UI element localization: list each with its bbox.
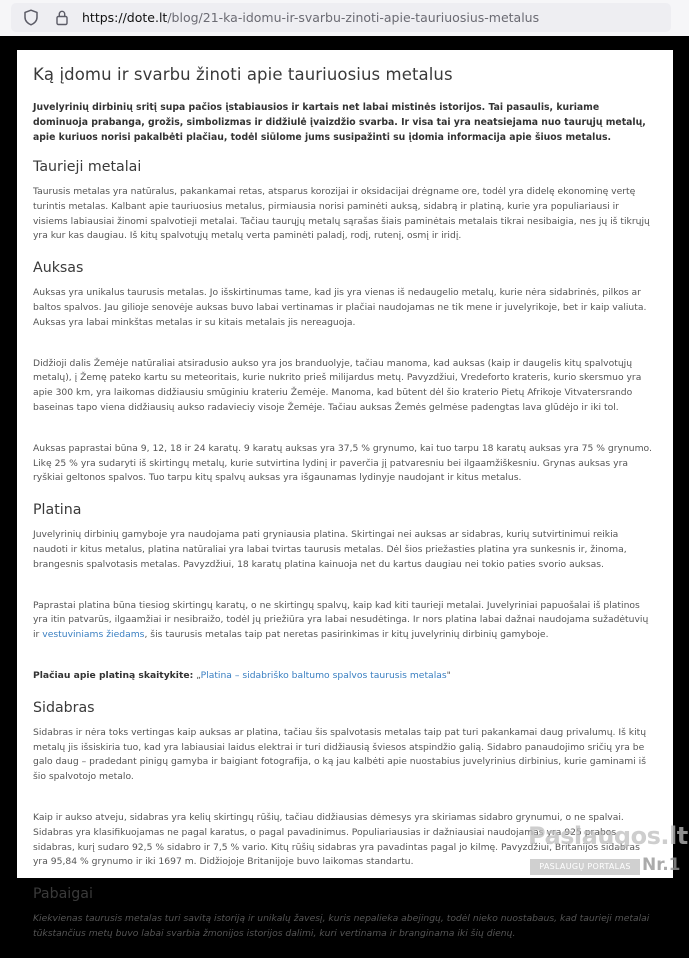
article-lead: Juvelyrinių dirbinių sritį supa pačios įstabiausios ir kartais net labai mistinės istorijos. Tai pasaulis, kuriame dominuoja prabanga, grožis, simbolizmas ir didžiulė įvaizdžio svarba. Ir visa tai yra neatsiejama nuo taurųjų metalų, apie kuriuos norisi pakalbėti plačiau, todėl siūlome jums susipažinti su įdomia informacija apie šiuos metalus. — [33, 102, 646, 143]
watermark-badge: Nr.1 — [642, 855, 681, 875]
platina-article-link[interactable]: Platina – sidabriško baltumo spalvos taurusis metalas — [200, 669, 447, 681]
paragraph-sidabras-1: Sidabras ir nėra toks vertingas kaip auksas ar platina, tačiau šis spalvotasis metalas taip pat turi pakankamai daug privalumų. Iš kitų metalų jis išsiskiria tuo, kad yra labiausiai laidus elektrai ir turi didžiausią šviesos atspindžio galią. Sidabro panaudojimo sričių yra be galo daug – pradedant pinigų gamyba ir baigiant fotografija, o ką jau kalbėti apie nuostabius juvelyrinius dirbinius, kurie gaminami iš šio spalvotojo metalo. — [33, 726, 647, 783]
section-heading-auksas: Auksas — [33, 260, 84, 277]
shield-icon[interactable] — [23, 9, 39, 26]
paragraph-sidabras-2: Kaip ir aukso atveju, sidabras yra kelių skirtingų rūšių, tačiau didžiausias dėmesys yra skiriamas sidabro grynumui, o ne spalvai. Sidabras yra klasifikuojamas ne pagal karatus, o pagal pavadinimus. Populiariausias ir dažniausiai naudojamas yra 925 prabos sidabras, kurį sudaro 92,5 % sidabro ir 7,5 % vario. Kitų rūšių sidabras yra pavadintas pagal jo kilmę. Pavyzdžiui, Britanijos sidabras yra 95,84 % grynumo ir iki 1697 m. Didžiojoje Britanijoje buvo laikomas standartu. — [33, 811, 640, 868]
url-host: https://dote.lt — [82, 10, 168, 25]
url-path: /blog/21-ka-idomu-ir-svarbu-zinoti-apie-tauriuosius-metalus — [167, 10, 540, 25]
wedding-rings-link[interactable]: vestuviniams žiedams — [42, 629, 145, 641]
section-heading-platina: Platina — [33, 502, 82, 519]
quote-open: „ — [193, 669, 201, 681]
paragraph-platina-2-end: , šis taurusis metalas taip pat neretas pasirinkimas ir kitų juvelyrinių dirbinių gamyboje. — [144, 629, 549, 641]
paragraph-auksas-2: Didžioji dalis Žemėje natūraliai atsiradusio aukso yra jos branduolyje, tačiau manoma, kad auksas (kaip ir daugelis kitų spalvotųjų metalų), į Žemę pateko kartu su meteoritais, kurie nukrito prieš milijardus metų. Pavyzdžiui, Vredeforto krateris, kurio skersmuo yra apie 300 km, yra laikomas didžiausiu smūginiu krateriu Žemėje. Manoma, kad būtent dėl šio kraterio Pietų Afrikoje Vitvatersrando baseinas tapo viena didžiausių aukso radavieciy visoje Žemėje. Tačiau auksas Žemės gelmėse padengtas lava glūdėjo ir iki tol. — [33, 357, 642, 413]
article — [33, 65, 655, 958]
paragraph-platina-2-start: Paprastai platina būna tiesiog skirtingų karatų, o ne skirtingų spalvų, kaip kad kiti taurieji metalai. Juvelyriniai papuošalai iš platinos yra itin patvarūs, ilgaamžiai ir nesibraižo, todėl jų priežiūra yra labai nesudėtinga. Ir nors platina labai dažnai naudojama sužadėtuvių ir — [33, 599, 649, 641]
paragraph-auksas-1: Auksas yra unikalus taurusis metalas. Jo išskirtinumas tame, kad jis yra vienas iš nedaugelio metalų, kurie nėra sidabrinės, pilkos ar baltos spalvos. Jau gilioje senovėje auksas buvo labai vertinamas ir plačiai naudojamas ne tik mene ir juvelyrikoje, bet ir kaip valiuta. Auksas yra labai minkštas metalas ir su kitais metalais jis nereaguoja. — [33, 287, 647, 328]
section-heading-pabaigai: Pabaigai — [33, 886, 93, 903]
url-text[interactable] — [82, 3, 539, 32]
watermark-title: Paslaugos.lt — [528, 822, 688, 850]
read-more-platina — [33, 669, 655, 684]
watermark-subtitle: PASLAUGŲ PORTALAS — [530, 859, 640, 875]
paragraph-taurieji-1: Taurusis metalas yra natūralus, pakankamai retas, atsparus korozijai ir oksidacijai drėgname ore, todėl yra didelę ekonominę vertę turintis metalas. Kalbant apie tauriuosius metalus, pirmiausia norisi paminėti auksą, sidabrą ir platiną, kurie yra populiariausi ir visiems labiausiai žinomi spalvotieji metalai. Tačiau taurųjų metalų sąrašas šiais paminėtais metalais tikrai nesibaigia, nes jų iš tikrųjų yra kur kas daugiau. Iš kitų spalvotųjų metalų verta paminėti paladį, rodį, rutenį, osmį ir iridį. — [33, 186, 650, 242]
section-heading-sidabras: Sidabras — [33, 699, 95, 716]
paragraph-auksas-3: Auksas paprastai būna 9, 12, 18 ir 24 karatų. 9 karatų auksas yra 37,5 % grynumo, kai tuo tarpu 18 karatų auksas yra 75 % grynumo. Likę 25 % yra sudaryti iš skirtingų metalų, kurie sutvirtina lydinį ir paverčia jį patvaresniu bei ilgaamžiškesniu. Grynas auksas yra ryškiai geltonos spalvos. Tuo tarpu kitų spalvų auksas yra išgaunamas lydinyje naudojant ir kitus metalus. — [33, 442, 652, 484]
page-title: Ką įdomu ir svarbu žinoti apie tauriuosius metalus — [33, 65, 453, 84]
lock-icon[interactable] — [55, 9, 69, 26]
page-content — [17, 50, 673, 939]
quote-close: " — [446, 669, 451, 681]
browser-toolbar — [0, 0, 689, 36]
section-heading-taurieji: Taurieji metalai — [33, 159, 142, 175]
paragraph-platina-2 — [33, 599, 655, 643]
paragraph-platina-1: Juvelyrinių dirbinių gamyboje yra naudojama pati gryniausia platina. Skirtingai nei auksas ar sidabras, kurių sutvirtinimui reikia naudoti ir kitus metalus, platina natūraliai yra labai tvirtas taurusis metalas. Dėl šios priežasties platina yra sunkesnis ir, žinoma, brangesnis spalvotasis metalas. Pavyzdžiui, 18 karatų platina kainuoja net du kartus daugiau nei tokio paties svorio auksas. — [33, 529, 627, 570]
read-more-label: Plačiau apie platiną skaitykite: — [33, 669, 194, 681]
paragraph-pabaigai-1: Kiekvienas taurusis metalas turi savitą istoriją ir unikalų žavesį, kuris nepalieka abejingų, todėl nieko nuostabaus, kad taurieji metalai tūkstančius metų buvo labai svarbia žmonijos istorijos dalimi, kuri vertinama ir branginama iki šių dienų. — [33, 913, 650, 939]
address-bar[interactable] — [11, 3, 671, 32]
